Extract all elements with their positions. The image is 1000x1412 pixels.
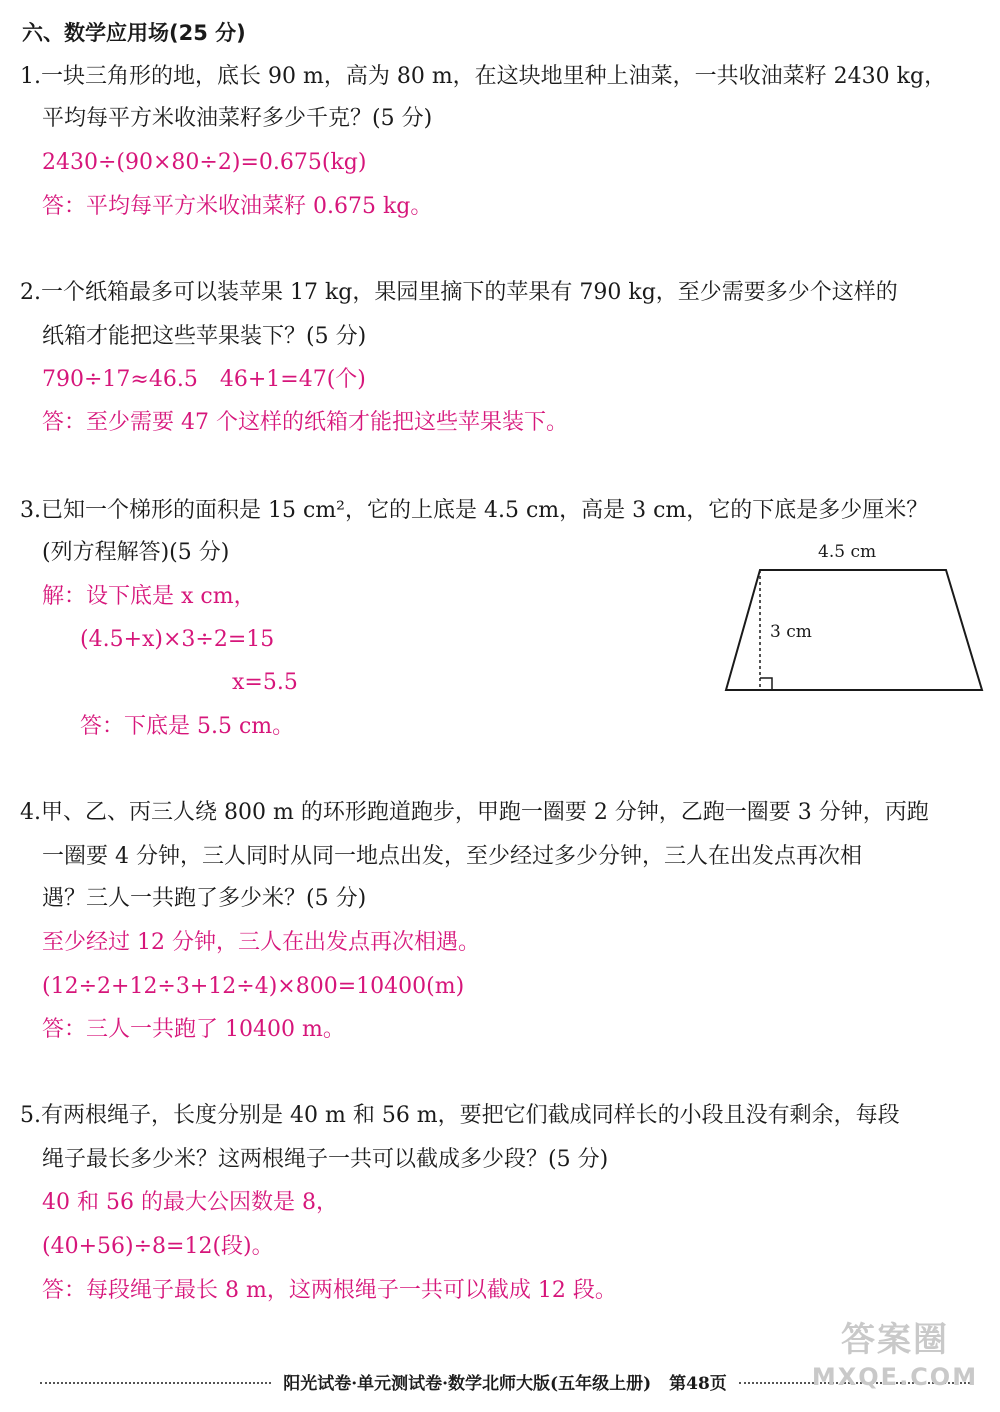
trapezoid-drawing: [720, 538, 990, 698]
footer-title: 阳光试卷·单元测试卷·数学北师大版(五年级上册): [283, 1373, 652, 1394]
footer-divider-left: [40, 1382, 271, 1384]
question-3-equation: (4.5+x)×3÷2=15: [80, 627, 275, 652]
section-title: 六、数学应用场(25 分): [22, 21, 246, 45]
question-5-calculation: (40+56)÷8=12(段)。: [42, 1234, 274, 1259]
question-4-calculation: (12÷2+12÷3+12÷4)×800=10400(m): [42, 974, 465, 999]
question-2-answer: 答：至少需要 47 个这样的纸箱才能把这些苹果装下。: [42, 410, 568, 435]
trapezoid-height-label: 3 cm: [770, 622, 812, 642]
question-5-answer: 答：每段绳子最长 8 m，这两根绳子一共可以截成 12 段。: [42, 1278, 617, 1303]
footer-text: [271, 1369, 739, 1394]
question-5-text-line-1: 5.有两根绳子，长度分别是 40 m 和 56 m，要把它们截成同样长的小段且没有剩余，每段: [20, 1103, 900, 1128]
question-3-answer: 答：下底是 5.5 cm。: [80, 714, 295, 739]
watermark-line-1: 答案圈: [841, 1320, 949, 1360]
footer-page-number: 第48页: [669, 1373, 727, 1394]
question-3-solution-setup: 解：设下底是 x cm，: [42, 584, 256, 609]
question-1-calculation: 2430÷(90×80÷2)=0.675(kg): [42, 150, 367, 175]
question-3-result: x=5.5: [232, 670, 298, 695]
trapezoid-top-label: 4.5 cm: [818, 542, 877, 562]
trapezoid-shape: [726, 570, 982, 690]
question-4-answer-part-1: 至少经过 12 分钟，三人在出发点再次相遇。: [42, 930, 480, 955]
question-4-text-line-1: 4.甲、乙、丙三人绕 800 m 的环形跑道跑步，甲跑一圈要 2 分钟，乙跑一圈要 3 分钟，丙跑: [20, 800, 929, 825]
question-4-answer: 答：三人一共跑了 10400 m。: [42, 1017, 345, 1042]
watermark-logo: [810, 1318, 980, 1402]
question-3-text-line-2: (列方程解答)(5 分): [42, 540, 230, 565]
right-angle-mark: [760, 678, 772, 690]
question-2-calculation: 790÷17≈46.5 46+1=47(个): [42, 367, 366, 392]
question-1-text-line-1: 1.一块三角形的地，底长 90 m，高为 80 m，在这块地里种上油菜，一共收油菜籽 2430 kg，: [20, 64, 947, 89]
question-1-answer: 答：平均每平方米收油菜籽 0.675 kg。: [42, 194, 433, 219]
question-2-text-line-1: 2.一个纸箱最多可以装苹果 17 kg，果园里摘下的苹果有 790 kg，至少需要多少个这样的: [20, 280, 898, 305]
trapezoid-figure: [720, 538, 990, 698]
question-5-answer-part-1: 40 和 56 的最大公因数是 8，: [42, 1190, 338, 1215]
question-1-text-line-2: 平均每平方米收油菜籽多少千克？(5 分): [42, 106, 433, 131]
question-4-text-line-2: 一圈要 4 分钟，三人同时从同一地点出发，至少经过多少分钟，三人在出发点再次相: [42, 844, 862, 869]
question-5-text-line-2: 绳子最长多少米？这两根绳子一共可以截成多少段？(5 分): [42, 1147, 609, 1172]
question-4-text-line-3: 遇？三人一共跑了多少米？(5 分): [42, 886, 367, 911]
watermark-line-2: MXQE.COM: [811, 1363, 979, 1391]
question-3-text-line-1: 3.已知一个梯形的面积是 15 cm²，它的上底是 4.5 cm，高是 3 cm，它的下底是多少厘米？: [20, 498, 929, 523]
question-2-text-line-2: 纸箱才能把这些苹果装下？(5 分): [42, 324, 367, 349]
